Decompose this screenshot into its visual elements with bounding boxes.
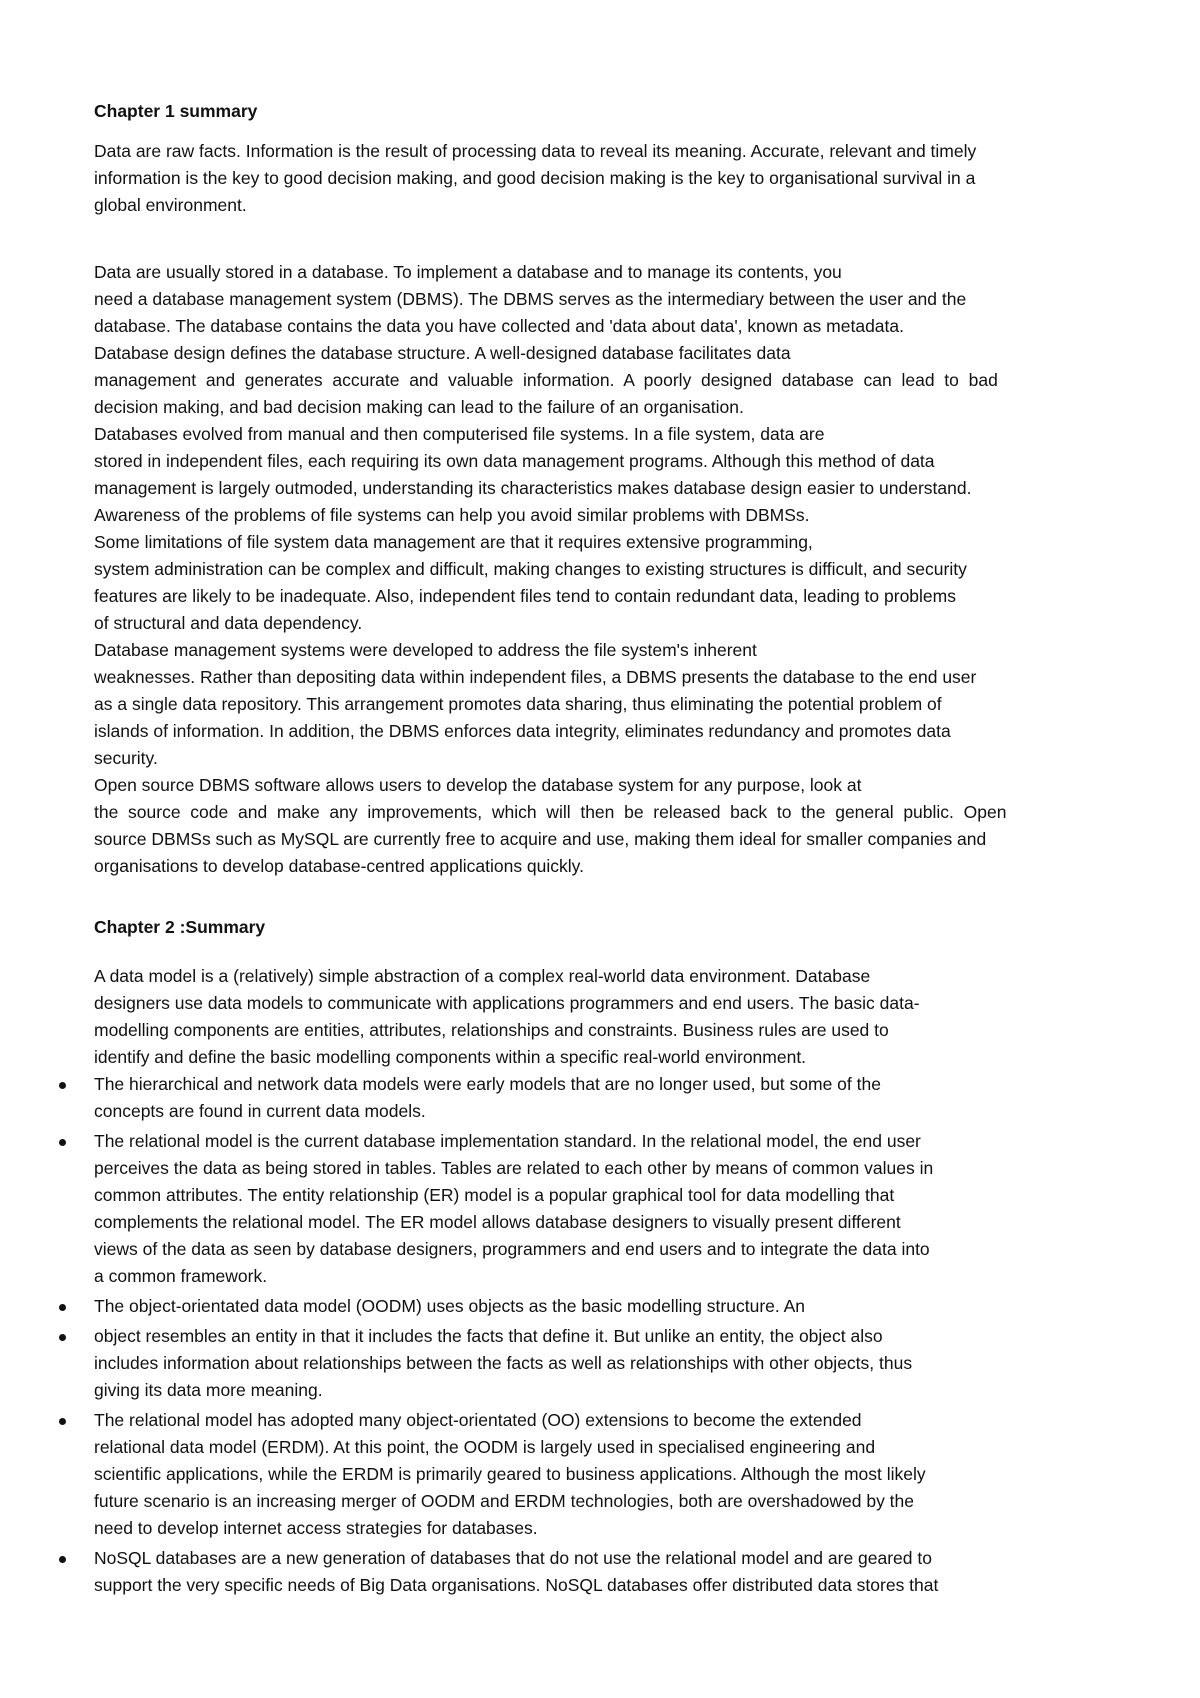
text-line: global environment. — [94, 195, 247, 215]
text-line: future scenario is an increasing merger of OODM and ERDM technologies, both are overshadowed by the — [94, 1491, 915, 1511]
text-line: views of the data as seen by database designers, programmers and end users and to integrate the data into — [94, 1239, 930, 1259]
text-line: source DBMSs such as MySQL are currently free to acquire and use, making them ideal for smaller companies and — [94, 829, 987, 849]
text-line: designers use data models to communicate with applications programmers and end users. The basic data- — [94, 993, 920, 1013]
chapter-2-heading: Chapter 2 :Summary — [94, 917, 266, 937]
text-line: Data are usually stored in a database. To implement a database and to manage its contents, you — [94, 262, 842, 282]
text-line: complements the relational model. The ER model allows database designers to visually present different — [94, 1212, 901, 1232]
list-item — [94, 1128, 1134, 1290]
text-line: Databases evolved from manual and then computerised file systems. In a file system, data are — [94, 424, 825, 444]
text-line: decision making, and bad decision making can lead to the failure of an organisation. — [94, 397, 744, 417]
bullet-icon — [59, 1556, 66, 1563]
bullet-icon — [59, 1334, 66, 1341]
text-line: features are likely to be inadequate. Also, independent files tend to contain redundant data, leading to problems — [94, 586, 956, 606]
document-content — [94, 98, 1134, 1602]
text-line: Database design defines the database structure. A well-designed database facilitates data — [94, 343, 791, 363]
text-line: Data are raw facts. Information is the result of processing data to reveal its meaning. Accurate, relevant and timely — [94, 141, 977, 161]
text-line: NoSQL databases are a new generation of databases that do not use the relational model and are geared to — [94, 1548, 932, 1568]
list-item — [94, 1323, 1134, 1404]
text-line: The object-orientated data model (OODM) uses objects as the basic modelling structure. An — [94, 1296, 806, 1316]
text-line: identify and define the basic modelling components within a specific real-world environment. — [94, 1047, 807, 1067]
text-line: weaknesses. Rather than depositing data within independent files, a DBMS presents the database to the end user — [94, 667, 977, 687]
text-line: Open source DBMS software allows users to develop the database system for any purpose, look at — [94, 775, 862, 795]
paragraph-spacer — [94, 219, 1134, 259]
text-line: islands of information. In addition, the DBMS enforces data integrity, eliminates redundancy and promotes data — [94, 721, 951, 741]
chapter-1-paragraph-2 — [94, 259, 1134, 880]
list-item — [94, 1071, 1134, 1125]
text-line: management is largely outmoded, understanding its characteristics makes database design easier to understand. — [94, 478, 972, 498]
text-line: The relational model is the current database implementation standard. In the relational model, the end user — [94, 1131, 921, 1151]
text-line: The relational model has adopted many object-orientated (OO) extensions to become the extended — [94, 1410, 862, 1430]
text-line: modelling components are entities, attributes, relationships and constraints. Business rules are used to — [94, 1020, 889, 1040]
chapter-2-intro — [94, 963, 1134, 1071]
text-line: Awareness of the problems of file systems can help you avoid similar problems with DBMSs. — [94, 505, 810, 525]
list-item — [94, 1293, 1134, 1320]
text-line: need to develop internet access strategies for databases. — [94, 1518, 538, 1538]
text-line: as a single data repository. This arrangement promotes data sharing, thus eliminating the potential problem of — [94, 694, 942, 714]
bullet-icon — [59, 1139, 66, 1146]
text-line: concepts are found in current data models. — [94, 1101, 426, 1121]
paragraph-spacer — [94, 880, 1134, 914]
text-line: management and generates accurate and valuable information. A poorly designed database can lead to bad — [94, 370, 998, 390]
text-line: support the very specific needs of Big Data organisations. NoSQL databases offer distributed data stores that — [94, 1575, 939, 1595]
text-line: includes information about relationships between the facts as well as relationships with other objects, thus — [94, 1353, 913, 1373]
text-line: common attributes. The entity relationship (ER) model is a popular graphical tool for data modelling that — [94, 1185, 895, 1205]
list-item — [94, 1407, 1134, 1542]
text-line: organisations to develop database-centred applications quickly. — [94, 856, 584, 876]
text-line: Database management systems were developed to address the file system's inherent — [94, 640, 757, 660]
text-line: stored in independent files, each requiring its own data management programs. Although this method of data — [94, 451, 935, 471]
text-line: need a database management system (DBMS). The DBMS serves as the intermediary between the user and the — [94, 289, 967, 309]
bullet-icon — [59, 1082, 66, 1089]
text-line: relational data model (ERDM). At this point, the OODM is largely used in specialised engineering and — [94, 1437, 876, 1457]
text-line: giving its data more meaning. — [94, 1380, 323, 1400]
list-item — [94, 1545, 1134, 1599]
bullet-icon — [59, 1418, 66, 1425]
text-line: security. — [94, 748, 158, 768]
text-line: perceives the data as being stored in tables. Tables are related to each other by means of common values in — [94, 1158, 934, 1178]
text-line: object resembles an entity in that it includes the facts that define it. But unlike an entity, the object also — [94, 1326, 883, 1346]
text-line: scientific applications, while the ERDM is primarily geared to business applications. Although the most likely — [94, 1464, 926, 1484]
chapter-2-bullet-list — [94, 1071, 1134, 1599]
chapter-1-paragraph-1 — [94, 138, 1134, 219]
bullet-icon — [59, 1304, 66, 1311]
text-line: database. The database contains the data you have collected and 'data about data', known as metadata. — [94, 316, 904, 336]
text-line: The hierarchical and network data models were early models that are no longer used, but some of the — [94, 1074, 881, 1094]
text-line: a common framework. — [94, 1266, 268, 1286]
text-line: of structural and data dependency. — [94, 613, 363, 633]
chapter-1-heading: Chapter 1 summary — [94, 101, 258, 121]
text-line: Some limitations of file system data management are that it requires extensive programming, — [94, 532, 813, 552]
text-line: the source code and make any improvements, which will then be released back to the general public. Open — [94, 802, 1007, 822]
text-line: system administration can be complex and difficult, making changes to existing structures is difficult, and security — [94, 559, 967, 579]
text-line: information is the key to good decision making, and good decision making is the key to organisational survival in a — [94, 168, 976, 188]
text-line: A data model is a (relatively) simple abstraction of a complex real-world data environment. Database — [94, 966, 871, 986]
